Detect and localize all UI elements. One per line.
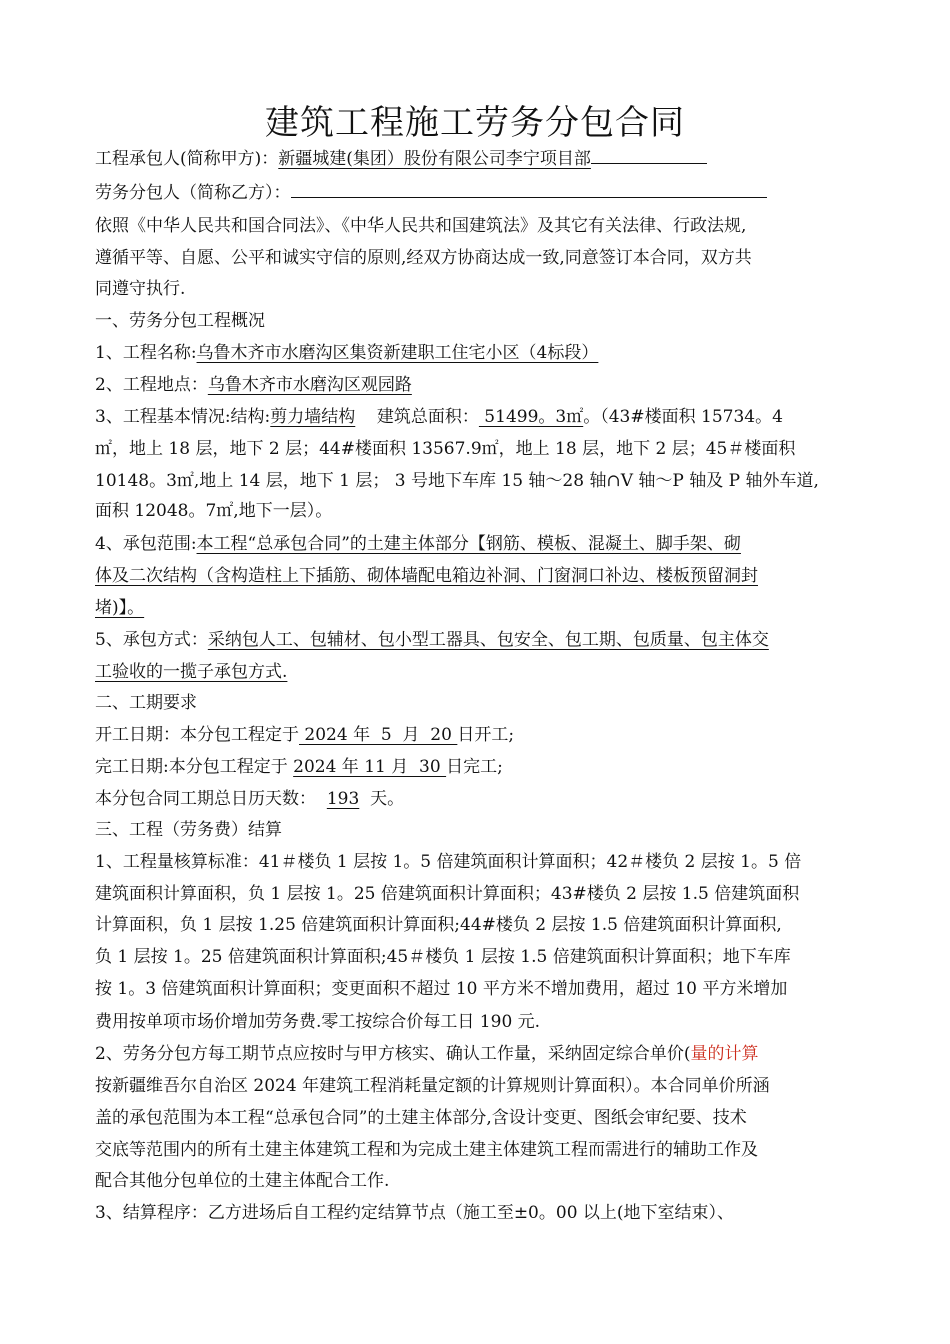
duration-value: 193 [326,789,360,809]
project-location-label: 2、工程地点： [95,375,208,395]
unit-price-text: 2、劳务分包方每工期节点应按时与甲方核实、确认工作量，采纳固定综合单价( [95,1044,691,1064]
unit-price-line: 交底等范围内的所有土建主体建筑工程和为完成土建主体建筑工程而需进行的辅助工作及 [95,1140,758,1160]
unit-price-line [95,1042,865,1066]
end-date-value: 2024 年 11 月 30 [293,757,447,777]
project-location-line [95,373,865,397]
quantity-standard-line: 负 1 层按 1。25 倍建筑面积计算面积;45＃楼负 1 层按 1.5 倍建筑面积计算面积；地下车库 [95,947,791,967]
party-a-value: 新疆城建(集团）股份有限公司李宁项目部 [278,149,591,169]
party-b-blank [291,181,767,198]
quantity-standard-line: 建筑面积计算面积，负 1 层按 1。25 倍建筑面积计算面积；43#楼负 2 层按 1.5 倍建筑面积 [95,884,800,904]
total-area-value: 51499。3㎡ [478,407,584,427]
party-b-line [95,181,865,205]
quantity-standard-line: 按 1。3 倍建筑面积计算面积；变更面积不超过 10 平方米不增加费用，超过 10 平方米增加 [95,979,788,999]
start-date-line [95,723,865,747]
section-2-heading: 二、工期要求 [95,693,197,713]
project-info-line [95,405,865,429]
duration-line [95,787,865,811]
unit-price-highlight: 量的计算 [690,1044,759,1064]
party-a-line [95,147,865,171]
contract-mode-line [95,660,865,684]
project-info-line: 10148。3㎡,地上 14 层，地下 1 层； 3 号地下车库 15 轴～28 轴∩V 轴～P 轴及 P 轴外车道, [95,471,819,491]
scope-text: 本工程“总承包合同”的土建主体部分【钢筋、模板、混凝土、脚手架、砌 [196,534,741,554]
scope-line [95,564,865,588]
project-info-label: 3、工程基本情况:结构: [95,407,271,427]
duration-suffix: 天。 [359,789,405,809]
section-1-heading: 一、劳务分包工程概况 [95,311,265,331]
structure-type: 剪力墙结构 [270,407,356,427]
party-a-label: 工程承包人(简称甲方)： [95,149,279,169]
quantity-standard-line: 计算面积，负 1 层按 1.25 倍建筑面积计算面积;44#楼负 2 层按 1.5 倍建筑面积计算面积, [95,915,782,935]
project-name-value: 乌鲁木齐市水磨沟区集资新建职工住宅小区（4标段） [196,343,599,363]
contract-mode-line [95,628,865,652]
scope-line [95,596,865,620]
end-date-label: 完工日期:本分包工程定于 [95,757,294,777]
total-area-label: 建筑总面积： [355,407,479,427]
project-info-text: 。（43#楼面积 15734。4 [583,407,783,427]
quantity-standard-line: 费用按单项市场价增加劳务费.零工按综合价每工日 190 元. [95,1012,541,1032]
unit-price-line: 按新疆维吾尔自治区 2024 年建筑工程消耗量定额的计算规则计算面积）。本合同单价所涵 [95,1076,770,1096]
document-title: 建筑工程施工劳务分包合同 [265,103,685,143]
unit-price-line: 盖的承包范围为本工程“总承包合同”的土建主体部分,含设计变更、图纸会审纪要、技术 [95,1108,747,1128]
quantity-standard-line: 1、工程量核算标准：41＃楼负 1 层按 1。5 倍建筑面积计算面积；42＃楼负 2 层按 1。5 倍 [95,852,802,872]
end-date-suffix: 日完工; [446,757,503,777]
preamble-line: 遵循平等、自愿、公平和诚实守信的原则,经双方协商达成一致,同意签订本合同，双方共 [95,248,752,268]
scope-line [95,532,865,556]
project-location-value: 乌鲁木齐市水磨沟区观园路 [207,375,412,395]
scope-label: 4、承包范围: [95,534,197,554]
start-date-suffix: 日开工; [457,725,515,745]
project-name-label: 1、工程名称: [95,343,197,363]
scope-text: 体及二次结构（含构造柱上下插筋、砌体墙配电箱边补洞、门窗洞口补边、楼板预留洞封 [95,566,758,586]
unit-price-line: 配合其他分包单位的土建主体配合工作. [95,1171,390,1191]
preamble-line: 同遵守执行. [95,279,186,299]
project-info-line: ㎡，地上 18 层，地下 2 层；44#楼面积 13567.9㎡，地上 18 层，地下 2 层；45＃楼面积 [95,439,796,459]
party-b-label: 劳务分包人（简称乙方）： [95,183,291,203]
project-info-line: 面积 12048。7㎡,地下一层）。 [95,501,333,521]
settlement-procedure-line: 3、结算程序：乙方进场后自工程约定结算节点（施工至±0。00 以上(地下室结束）、 [95,1203,735,1223]
contract-mode-text: 工验收的一揽子承包方式. [95,662,288,682]
preamble-line: 依照《中华人民共和国合同法》、《中华人民共和国建筑法》及其它有关法律、行政法规, [95,216,747,236]
project-name-line [95,341,865,365]
duration-label: 本分包合同工期总日历天数： [95,789,327,809]
start-date-label: 开工日期：本分包工程定于 [95,725,299,745]
scope-text: 堵)】。 [95,598,145,618]
party-a-blank [591,147,707,164]
contract-mode-text: 采纳包人工、包辅材、包小型工器具、包安全、包工期、包质量、包主体交 [207,630,769,650]
section-3-heading: 三、工程（劳务费）结算 [95,820,282,840]
start-date-value: 2024 年 5 月 20 [299,725,458,745]
end-date-line [95,755,865,779]
contract-mode-label: 5、承包方式： [95,630,208,650]
